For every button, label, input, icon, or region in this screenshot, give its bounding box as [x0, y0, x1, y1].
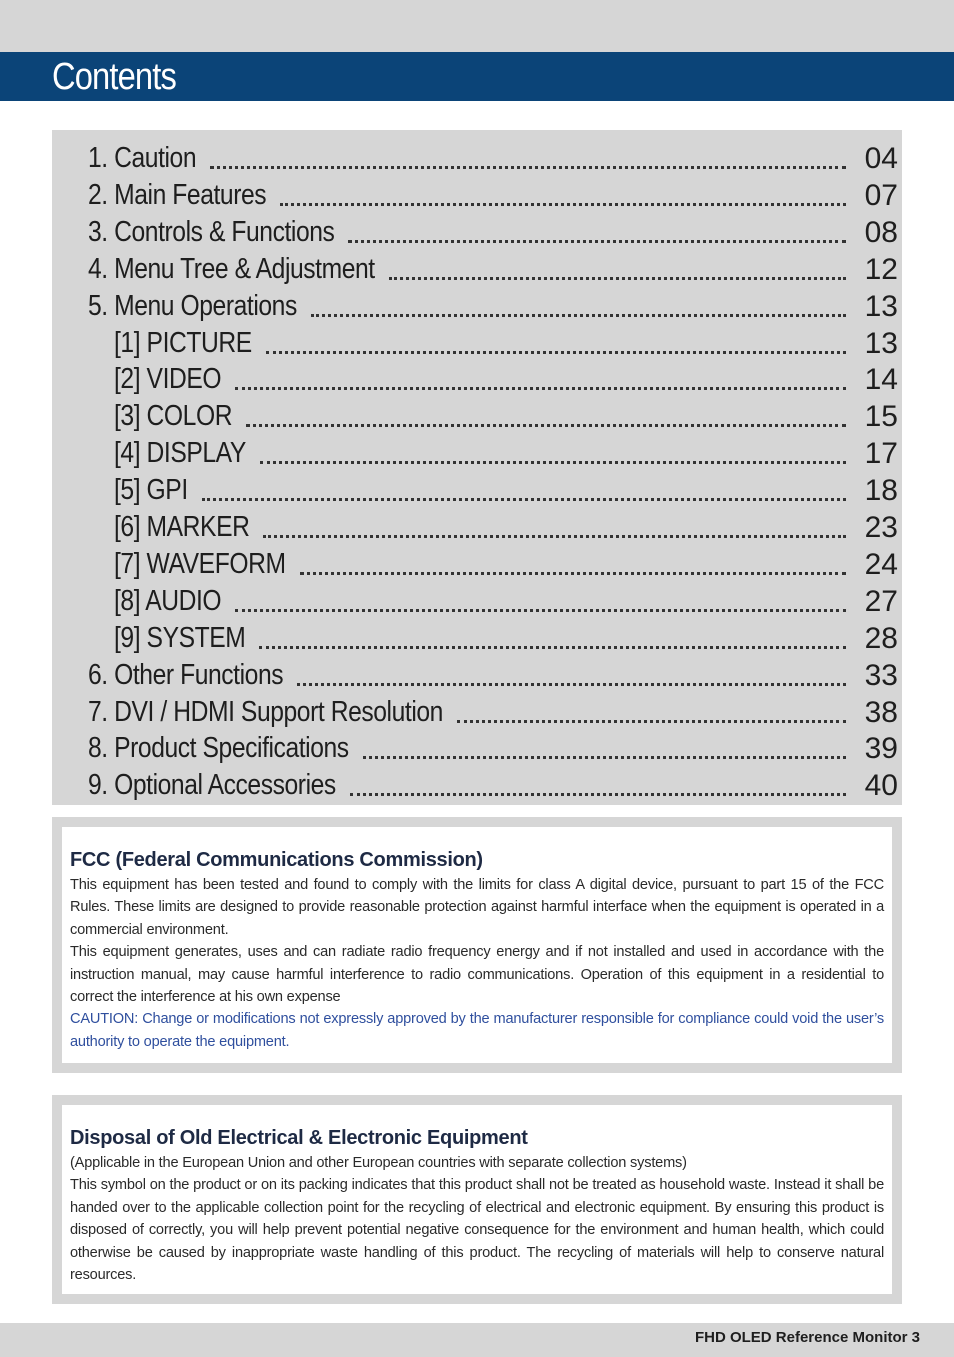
top-band [0, 0, 954, 52]
toc-entry-label: [9] SYSTEM [114, 621, 246, 654]
toc-dot-leader [350, 793, 846, 796]
table-of-contents [52, 130, 902, 805]
toc-entry-label: 7. DVI / HDMI Support Resolution [88, 695, 443, 728]
toc-dot-leader [389, 277, 846, 280]
toc-entry[interactable] [52, 177, 902, 214]
toc-dot-leader [363, 756, 846, 759]
disposal-notice-box [52, 1095, 902, 1304]
toc-dot-leader [246, 424, 846, 427]
toc-entry[interactable] [52, 546, 902, 583]
footer-text: FHD OLED Reference Monitor 3 [694, 1329, 920, 1346]
fcc-caution: CAUTION: Change or modifications not expressly approved by the manufacturer responsible for compliance could void the user’s authority to operate the equipment. [70, 1011, 884, 1050]
toc-page-number: 08 [864, 215, 898, 249]
toc-entry[interactable] [52, 767, 902, 804]
toc-entry-label: [7] WAVEFORM [114, 547, 286, 580]
toc-dot-leader [457, 720, 846, 723]
toc-dot-leader [260, 461, 846, 464]
disposal-paragraph-1: (Applicable in the European Union and other European countries with separate collection systems) [70, 1155, 687, 1171]
toc-entry[interactable] [52, 509, 902, 546]
toc-entry-label: [4] DISPLAY [114, 437, 246, 470]
toc-entry[interactable] [52, 657, 902, 694]
toc-entry-label: 1. Caution [88, 142, 197, 174]
toc-page-number: 33 [864, 658, 898, 692]
disposal-paragraph-2: This symbol on the product or on its packing indicates that this product shall not be treated as household waste. Instead it shall be handed over to the applicable collection point for the recycling of electrical and electronic equipment. By ensuring this product is disposed of correctly, you will help prevent potential negative consequence for the environment and human health, which could otherwise be caused by inappropriate waste handling of this product. The recycling of materials will help to conserve natural resources. [70, 1177, 884, 1284]
toc-dot-leader [311, 314, 846, 317]
toc-page-number: 13 [864, 289, 898, 323]
toc-page-number: 38 [864, 695, 898, 729]
toc-page-number: 04 [864, 142, 898, 175]
toc-entry-label: 6. Other Functions [88, 658, 284, 691]
toc-dot-leader [300, 572, 846, 575]
toc-entry-label: 8. Product Specifications [88, 732, 349, 765]
toc-dot-leader [263, 535, 846, 538]
toc-page-number: 40 [864, 769, 898, 803]
toc-page-number: 23 [864, 511, 898, 544]
toc-entry[interactable] [52, 472, 902, 509]
toc-entry-label: 2. Main Features [88, 178, 267, 211]
toc-entry[interactable] [52, 435, 902, 472]
toc-dot-leader [202, 498, 846, 501]
toc-entry-label: [1] PICTURE [114, 326, 252, 359]
toc-entry[interactable] [52, 730, 902, 767]
toc-entry[interactable] [52, 361, 902, 398]
toc-entry-label: 5. Menu Operations [88, 289, 297, 322]
toc-dot-leader [280, 203, 846, 206]
toc-entry[interactable] [52, 325, 902, 362]
toc-page-number: 15 [864, 400, 898, 434]
toc-dot-leader [235, 387, 846, 390]
toc-dot-leader [210, 166, 846, 169]
toc-dot-leader [297, 683, 846, 686]
toc-page-number: 17 [864, 437, 898, 471]
toc-page-number: 28 [864, 621, 898, 655]
page-footer [0, 1323, 954, 1357]
toc-dot-leader [235, 609, 846, 612]
toc-entry[interactable] [52, 251, 902, 288]
toc-page-number: 12 [864, 252, 898, 286]
toc-page-number: 18 [864, 474, 898, 508]
toc-page-number: 39 [864, 732, 898, 766]
toc-dot-leader [259, 646, 846, 649]
fcc-notice-content [62, 827, 892, 1063]
toc-page-number: 13 [864, 326, 898, 360]
title-bar [0, 52, 954, 101]
toc-entry[interactable] [52, 583, 902, 620]
toc-entry-label: [6] MARKER [114, 511, 250, 543]
toc-entry-label: 3. Controls & Functions [88, 215, 335, 248]
fcc-paragraph-2: This equipment generates, uses and can radiate radio frequency energy and if not installed and used in accordance with the instruction manual, may cause harmful interference to radio communications. Operation of this equipment in a residential to correct the interference at his own expense [70, 944, 884, 1006]
toc-page-number: 24 [864, 547, 898, 581]
toc-entry-label: 9. Optional Accessories [88, 769, 336, 802]
disposal-heading: Disposal of Old Electrical & Electronic Equipment [70, 1127, 528, 1149]
page-title: Contents [52, 56, 176, 98]
toc-entry[interactable] [52, 620, 902, 657]
toc-page-number: 27 [864, 584, 898, 618]
toc-entry-label: [3] COLOR [114, 400, 233, 433]
toc-entry[interactable] [52, 288, 902, 325]
toc-page-number: 14 [864, 363, 898, 397]
toc-entry-label: [2] VIDEO [114, 363, 222, 396]
toc-entry-label: [5] GPI [114, 474, 188, 507]
toc-entry[interactable] [52, 694, 902, 731]
toc-entry-label: 4. Menu Tree & Adjustment [88, 252, 375, 285]
fcc-notice-box [52, 817, 902, 1073]
toc-entry[interactable] [52, 214, 902, 251]
toc-page-number: 07 [864, 178, 898, 212]
disposal-notice-content [62, 1105, 892, 1294]
toc-entry[interactable] [52, 398, 902, 435]
fcc-paragraph-1: This equipment has been tested and found to comply with the limits for class A digital device, pursuant to part 15 of the FCC Rules. These limits are designed to provide reasonable protection against harmful interface when the equipment is operated in a commercial environment. [70, 877, 884, 938]
fcc-heading: FCC (Federal Communications Commission) [70, 849, 483, 871]
toc-dot-leader [348, 240, 846, 243]
toc-entry[interactable] [52, 140, 902, 177]
toc-entry-label: [8] AUDIO [114, 584, 222, 617]
toc-dot-leader [266, 351, 846, 354]
